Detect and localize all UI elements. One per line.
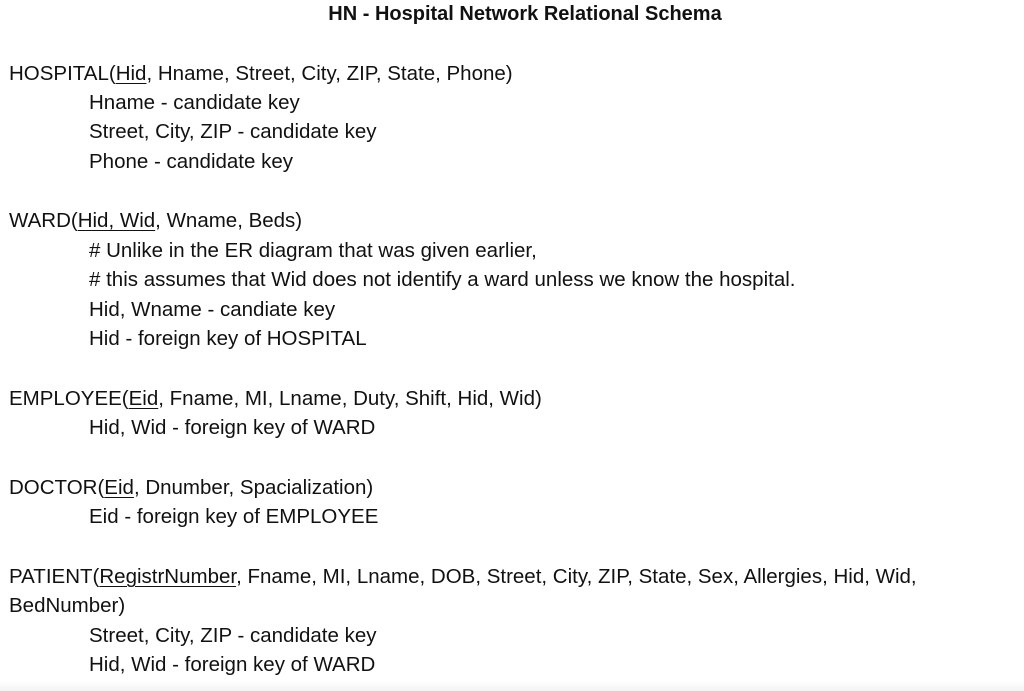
- comment-note: # this assumes that Wid does not identify a ward unless we know the hospital.: [89, 268, 796, 291]
- paren-open: (: [92, 565, 100, 588]
- primary-key: Hid, Wid: [77, 209, 156, 232]
- relation-patient: [9, 563, 917, 591]
- constraint-note: Hid, Wname - candiate key: [89, 298, 336, 321]
- paren-open: (: [97, 476, 105, 499]
- relation-doctor: [9, 474, 373, 502]
- primary-key: Hid: [115, 62, 147, 85]
- constraint-note: Hid, Wid - foreign key of WARD: [89, 653, 376, 676]
- constraint-note: Hname - candidate key: [89, 91, 300, 114]
- constraint-note: Eid - foreign key of EMPLOYEE: [89, 505, 379, 528]
- relation-continuation: BedNumber): [9, 594, 126, 617]
- primary-key: Eid: [128, 387, 159, 410]
- paren-open: (: [121, 387, 129, 410]
- relation-name: WARD: [9, 209, 71, 232]
- constraint-note: Hid, Wid - foreign key of WARD: [89, 416, 376, 439]
- constraint-note: Street, City, ZIP - candidate key: [89, 624, 377, 647]
- relation-attributes: , Hname, Street, City, ZIP, State, Phone): [146, 62, 513, 85]
- constraint-note: Hid - foreign key of HOSPITAL: [89, 327, 367, 350]
- relation-name: EMPLOYEE: [9, 387, 122, 410]
- relation-attributes: , Fname, MI, Lname, Duty, Shift, Hid, Wid): [158, 387, 542, 410]
- relation-ward: [9, 207, 302, 235]
- relation-name: PATIENT: [9, 565, 93, 588]
- comment-note: # Unlike in the ER diagram that was given earlier,: [89, 239, 537, 262]
- constraint-note: Phone - candidate key: [89, 150, 293, 173]
- paren-open: (: [108, 62, 116, 85]
- paren-open: (: [70, 209, 78, 232]
- constraint-note: Street, City, ZIP - candidate key: [89, 120, 377, 143]
- relation-attributes: , Dnumber, Spacialization): [133, 476, 374, 499]
- relation-hospital: [9, 60, 513, 88]
- primary-key: RegistrNumber: [99, 565, 237, 588]
- relation-name: HOSPITAL: [9, 62, 109, 85]
- relation-attributes: , Wname, Beds): [155, 209, 303, 232]
- page-bottom-edge: [0, 681, 1024, 691]
- page-title: HN - Hospital Network Relational Schema: [328, 3, 722, 25]
- relation-name: DOCTOR: [9, 476, 98, 499]
- relation-employee: [9, 385, 542, 413]
- primary-key: Eid: [104, 476, 134, 499]
- relation-attributes: , Fname, MI, Lname, DOB, Street, City, ZIP, State, Sex, Allergies, Hid, Wid,: [236, 565, 917, 588]
